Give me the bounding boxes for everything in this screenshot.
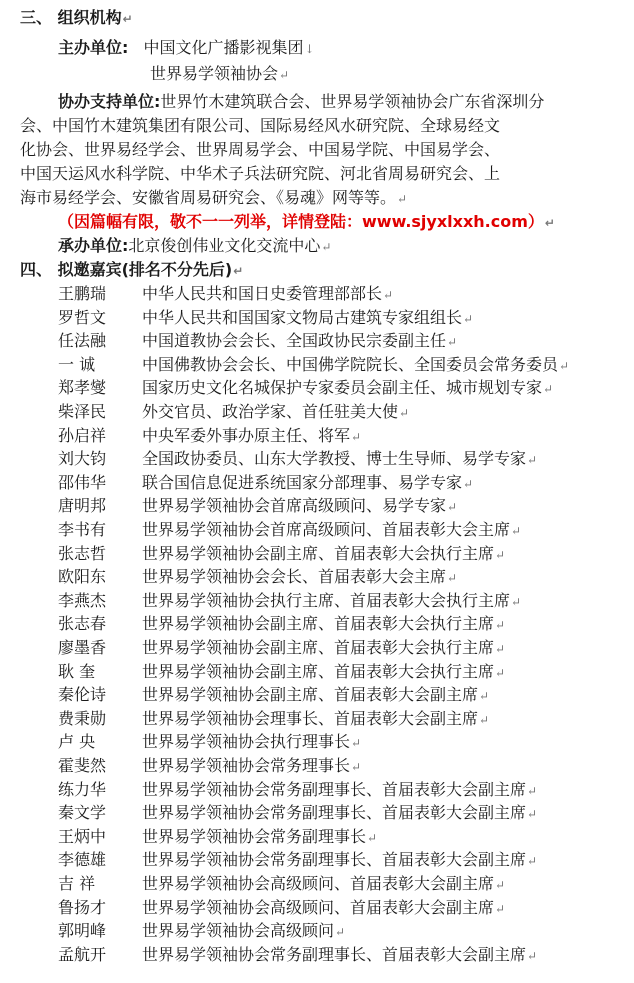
guest-title: 世界易学领袖协会副主席、首届表彰大会执行主席↵ (142, 614, 506, 634)
co-line-3: 化协会、世界易经学会、世界周易学会、中国易学院、中国易学会、 (20, 140, 501, 159)
guest-name: 任法融 (58, 331, 107, 351)
co-line-1: 协办支持单位:世界竹木建筑联合会、世界易学领袖协会广东省深圳分 (58, 92, 545, 111)
guest-row (0, 919, 634, 943)
guest-title: 世界易学领袖协会理事长、首届表彰大会副主席↵ (142, 708, 490, 728)
guest-title: 中国佛教协会会长、中国佛学院院长、全国委员会常务委员↵ (142, 354, 570, 374)
guest-row (0, 471, 634, 495)
guest-name: 唐明邦 (58, 496, 107, 516)
paragraph-mark-icon: ↵ (383, 288, 394, 302)
guest-name: 吉 祥 (58, 874, 96, 893)
paragraph-mark-icon: ↵ (495, 618, 506, 633)
guest-row (0, 376, 634, 400)
paragraph-mark-icon: ↵ (495, 547, 506, 562)
paragraph-mark-icon: ↵ (321, 240, 332, 254)
guest-name: 李书有 (58, 520, 107, 539)
guest-title: 世界易学领袖协会副主席、首届表彰大会执行主席↵ (142, 543, 506, 563)
host-line-1 (58, 36, 315, 60)
guest-name: 刘大钧 (58, 449, 107, 469)
guest-row (0, 896, 634, 920)
paragraph-mark-icon: ↵ (399, 406, 410, 420)
guest-name: 邵伟华 (58, 472, 107, 492)
guest-title: 国家历史文化名城保护专家委员会副主任、城市规划专家↵ (142, 378, 554, 398)
guest-title: 外交官员、政治学家、首任驻美大使↵ (142, 402, 410, 421)
organizer-label: 承办单位: (58, 236, 129, 255)
paragraph-mark-icon: ↵ (495, 642, 506, 656)
paragraph-mark-icon: ↵ (351, 760, 362, 774)
paragraph-mark-icon: ↵ (527, 948, 538, 963)
guest-row (0, 707, 634, 731)
guest-title: 世界易学领袖协会常务副理事长、首届表彰大会副主席↵ (142, 850, 538, 870)
guest-row (0, 306, 634, 330)
guest-title: 世界易学领袖协会高级顾问↵ (142, 921, 346, 941)
paragraph-mark-icon: ↵ (527, 783, 538, 798)
paragraph-mark-icon: ↵ (544, 216, 555, 230)
guest-row (0, 400, 634, 424)
co-line-5: 海市易经学会、安徽省周易研究会、《易魂》网等等。↵ (20, 188, 408, 207)
guest-title: 世界易学领袖协会常务副理事长、首届表彰大会副主席↵ (142, 803, 538, 823)
guest-row (0, 825, 634, 849)
guest-title: 世界易学领袖协会执行理事长↵ (142, 732, 362, 752)
co-line-4: 中国天运风水科学院、中华术子兵法研究院、河北省周易研究会、上 (20, 164, 501, 183)
guest-title: 世界易学领袖协会常务理事长↵ (142, 756, 362, 775)
co-line-2: 会、中国竹木建筑集团有限公司、国际易经风水研究院、全球易经文 (20, 116, 501, 135)
host-1: 中国文化广播影视集团 (143, 38, 304, 57)
section3-heading: 三、 组织机构↵ (20, 8, 133, 27)
guest-row (0, 683, 634, 707)
host-label: 主办单位: (58, 38, 129, 57)
guest-row (0, 494, 634, 518)
guest-title: 世界易学领袖协会首席高级顾问、首届表彰大会主席↵ (142, 520, 522, 539)
paragraph-mark-icon: ↵ (463, 311, 474, 326)
guest-title: 世界易学领袖协会常务副理事长、首届表彰大会副主席↵ (142, 944, 538, 964)
guest-name: 鲁扬才 (58, 897, 107, 917)
paragraph-mark-icon: ↵ (367, 830, 378, 845)
paragraph-mark-icon: ↓ (304, 42, 315, 56)
paragraph-mark-icon: ↵ (479, 689, 490, 704)
guest-name: 李德雄 (58, 850, 107, 870)
guest-row (0, 282, 634, 306)
paragraph-mark-icon: ↵ (447, 335, 458, 350)
guest-name: 王炳中 (58, 826, 107, 846)
guest-title: 世界易学领袖协会副主席、首届表彰大会副主席↵ (142, 685, 490, 705)
guest-title: 中央军委外事办原主任、将军↵ (142, 425, 362, 445)
guest-row (0, 730, 634, 754)
guest-row (0, 329, 634, 353)
guest-name: 王鹏瑞 (58, 284, 107, 303)
guest-title: 世界易学领袖协会高级顾问、首届表彰大会副主席↵ (142, 897, 506, 917)
paragraph-mark-icon: ↵ (463, 476, 474, 491)
guest-title: 世界易学领袖协会常务副理事长↵ (142, 826, 378, 846)
guest-row (0, 353, 634, 377)
paragraph-mark-icon: ↵ (527, 807, 538, 822)
guest-row (0, 447, 634, 471)
guest-title: 联合国信息促进系统国家分部理事、易学专家↵ (142, 472, 474, 492)
guest-row (0, 778, 634, 802)
paragraph-mark-icon: ↵ (527, 854, 538, 869)
guest-name: 费秉勋 (58, 708, 107, 728)
paragraph-mark-icon: ↵ (495, 901, 506, 916)
guest-title: 世界易学领袖协会常务副理事长、首届表彰大会副主席↵ (142, 779, 538, 799)
guest-title: 全国政协委员、山东大学教授、博士生导师、易学专家↵ (142, 449, 538, 469)
guest-row (0, 801, 634, 825)
organizer-line (58, 234, 331, 258)
paragraph-mark-icon: ↵ (233, 264, 244, 278)
section4-heading: 四、 拟邀嘉宾(排名不分先后)↵ (20, 260, 244, 279)
host-2: 世界易学领袖协会 (150, 64, 279, 83)
paragraph-mark-icon: ↵ (511, 594, 522, 609)
guest-title: 中华人民共和国日史委管理部部长↵ (142, 284, 394, 303)
guest-name: 孙启祥 (58, 425, 107, 445)
guest-name: 罗哲文 (58, 307, 107, 327)
guest-name: 李燕杰 (58, 590, 107, 610)
guest-title: 世界易学领袖协会高级顾问、首届表彰大会副主席↵ (142, 874, 506, 893)
guest-row (0, 612, 634, 636)
guest-row (0, 518, 634, 542)
guest-row (0, 754, 634, 778)
paragraph-mark-icon: ↵ (351, 429, 362, 444)
guest-name: 卢 央 (58, 732, 96, 752)
paragraph-mark-icon: ↵ (351, 736, 362, 751)
paragraph-mark-icon: ↵ (122, 12, 133, 26)
guest-name: 一 诚 (58, 354, 96, 374)
paragraph-mark-icon: ↵ (335, 925, 346, 940)
guest-name: 柴泽民 (58, 402, 107, 421)
guest-name: 张志哲 (58, 543, 107, 563)
guest-row (0, 424, 634, 448)
paragraph-mark-icon: ↵ (397, 192, 408, 206)
paragraph-mark-icon: ↵ (559, 358, 570, 373)
notice-line: （因篇幅有限，敬不一一列举，详情登陆：www.sjyxlxxh.com）↵ (58, 212, 555, 231)
guest-name: 张志春 (58, 614, 107, 634)
guest-title: 世界易学领袖协会副主席、首届表彰大会执行主席↵ (142, 638, 506, 657)
paragraph-mark-icon: ↵ (527, 453, 538, 468)
guest-title: 世界易学领袖协会执行主席、首届表彰大会执行主席↵ (142, 590, 522, 610)
guest-row (0, 943, 634, 967)
paragraph-mark-icon: ↵ (495, 665, 506, 680)
guest-row (0, 848, 634, 872)
organizer: 北京俊创伟业文化交流中心 (128, 236, 321, 255)
host-line-2 (150, 62, 289, 86)
guest-title: 中国道教协会会长、全国政协民宗委副主任↵ (142, 331, 458, 351)
guest-name: 秦文学 (58, 803, 107, 823)
paragraph-mark-icon: ↵ (543, 382, 554, 397)
guest-name: 练力华 (58, 779, 107, 799)
guest-name: 欧阳东 (58, 567, 107, 587)
guest-row (0, 636, 634, 660)
guest-title: 世界易学领袖协会会长、首届表彰大会主席↵ (142, 567, 458, 587)
guest-row (0, 565, 634, 589)
paragraph-mark-icon: ↵ (447, 500, 458, 515)
paragraph-mark-icon: ↵ (279, 68, 290, 82)
guest-title: 中华人民共和国国家文物局古建筑专家组组长↵ (142, 307, 474, 327)
guest-title: 世界易学领袖协会副主席、首届表彰大会执行主席↵ (142, 661, 506, 681)
paragraph-mark-icon: ↵ (479, 712, 490, 727)
guest-name: 廖墨香 (58, 638, 107, 657)
guest-row (0, 589, 634, 613)
guest-name: 郭明峰 (58, 921, 107, 941)
guest-name: 霍斐然 (58, 756, 107, 775)
guest-title: 世界易学领袖协会首席高级顾问、易学专家↵ (142, 496, 458, 516)
guest-name: 孟航开 (58, 944, 107, 964)
guest-row (0, 542, 634, 566)
co-label: 协办支持单位: (58, 92, 161, 111)
guest-row (0, 660, 634, 684)
paragraph-mark-icon: ↵ (495, 878, 506, 892)
guest-name: 秦伦诗 (58, 685, 107, 705)
paragraph-mark-icon: ↵ (511, 524, 522, 538)
guest-name: 耿 奎 (58, 661, 96, 681)
guest-row (0, 872, 634, 896)
paragraph-mark-icon: ↵ (447, 571, 458, 586)
guest-name: 郑孝燮 (58, 378, 107, 398)
